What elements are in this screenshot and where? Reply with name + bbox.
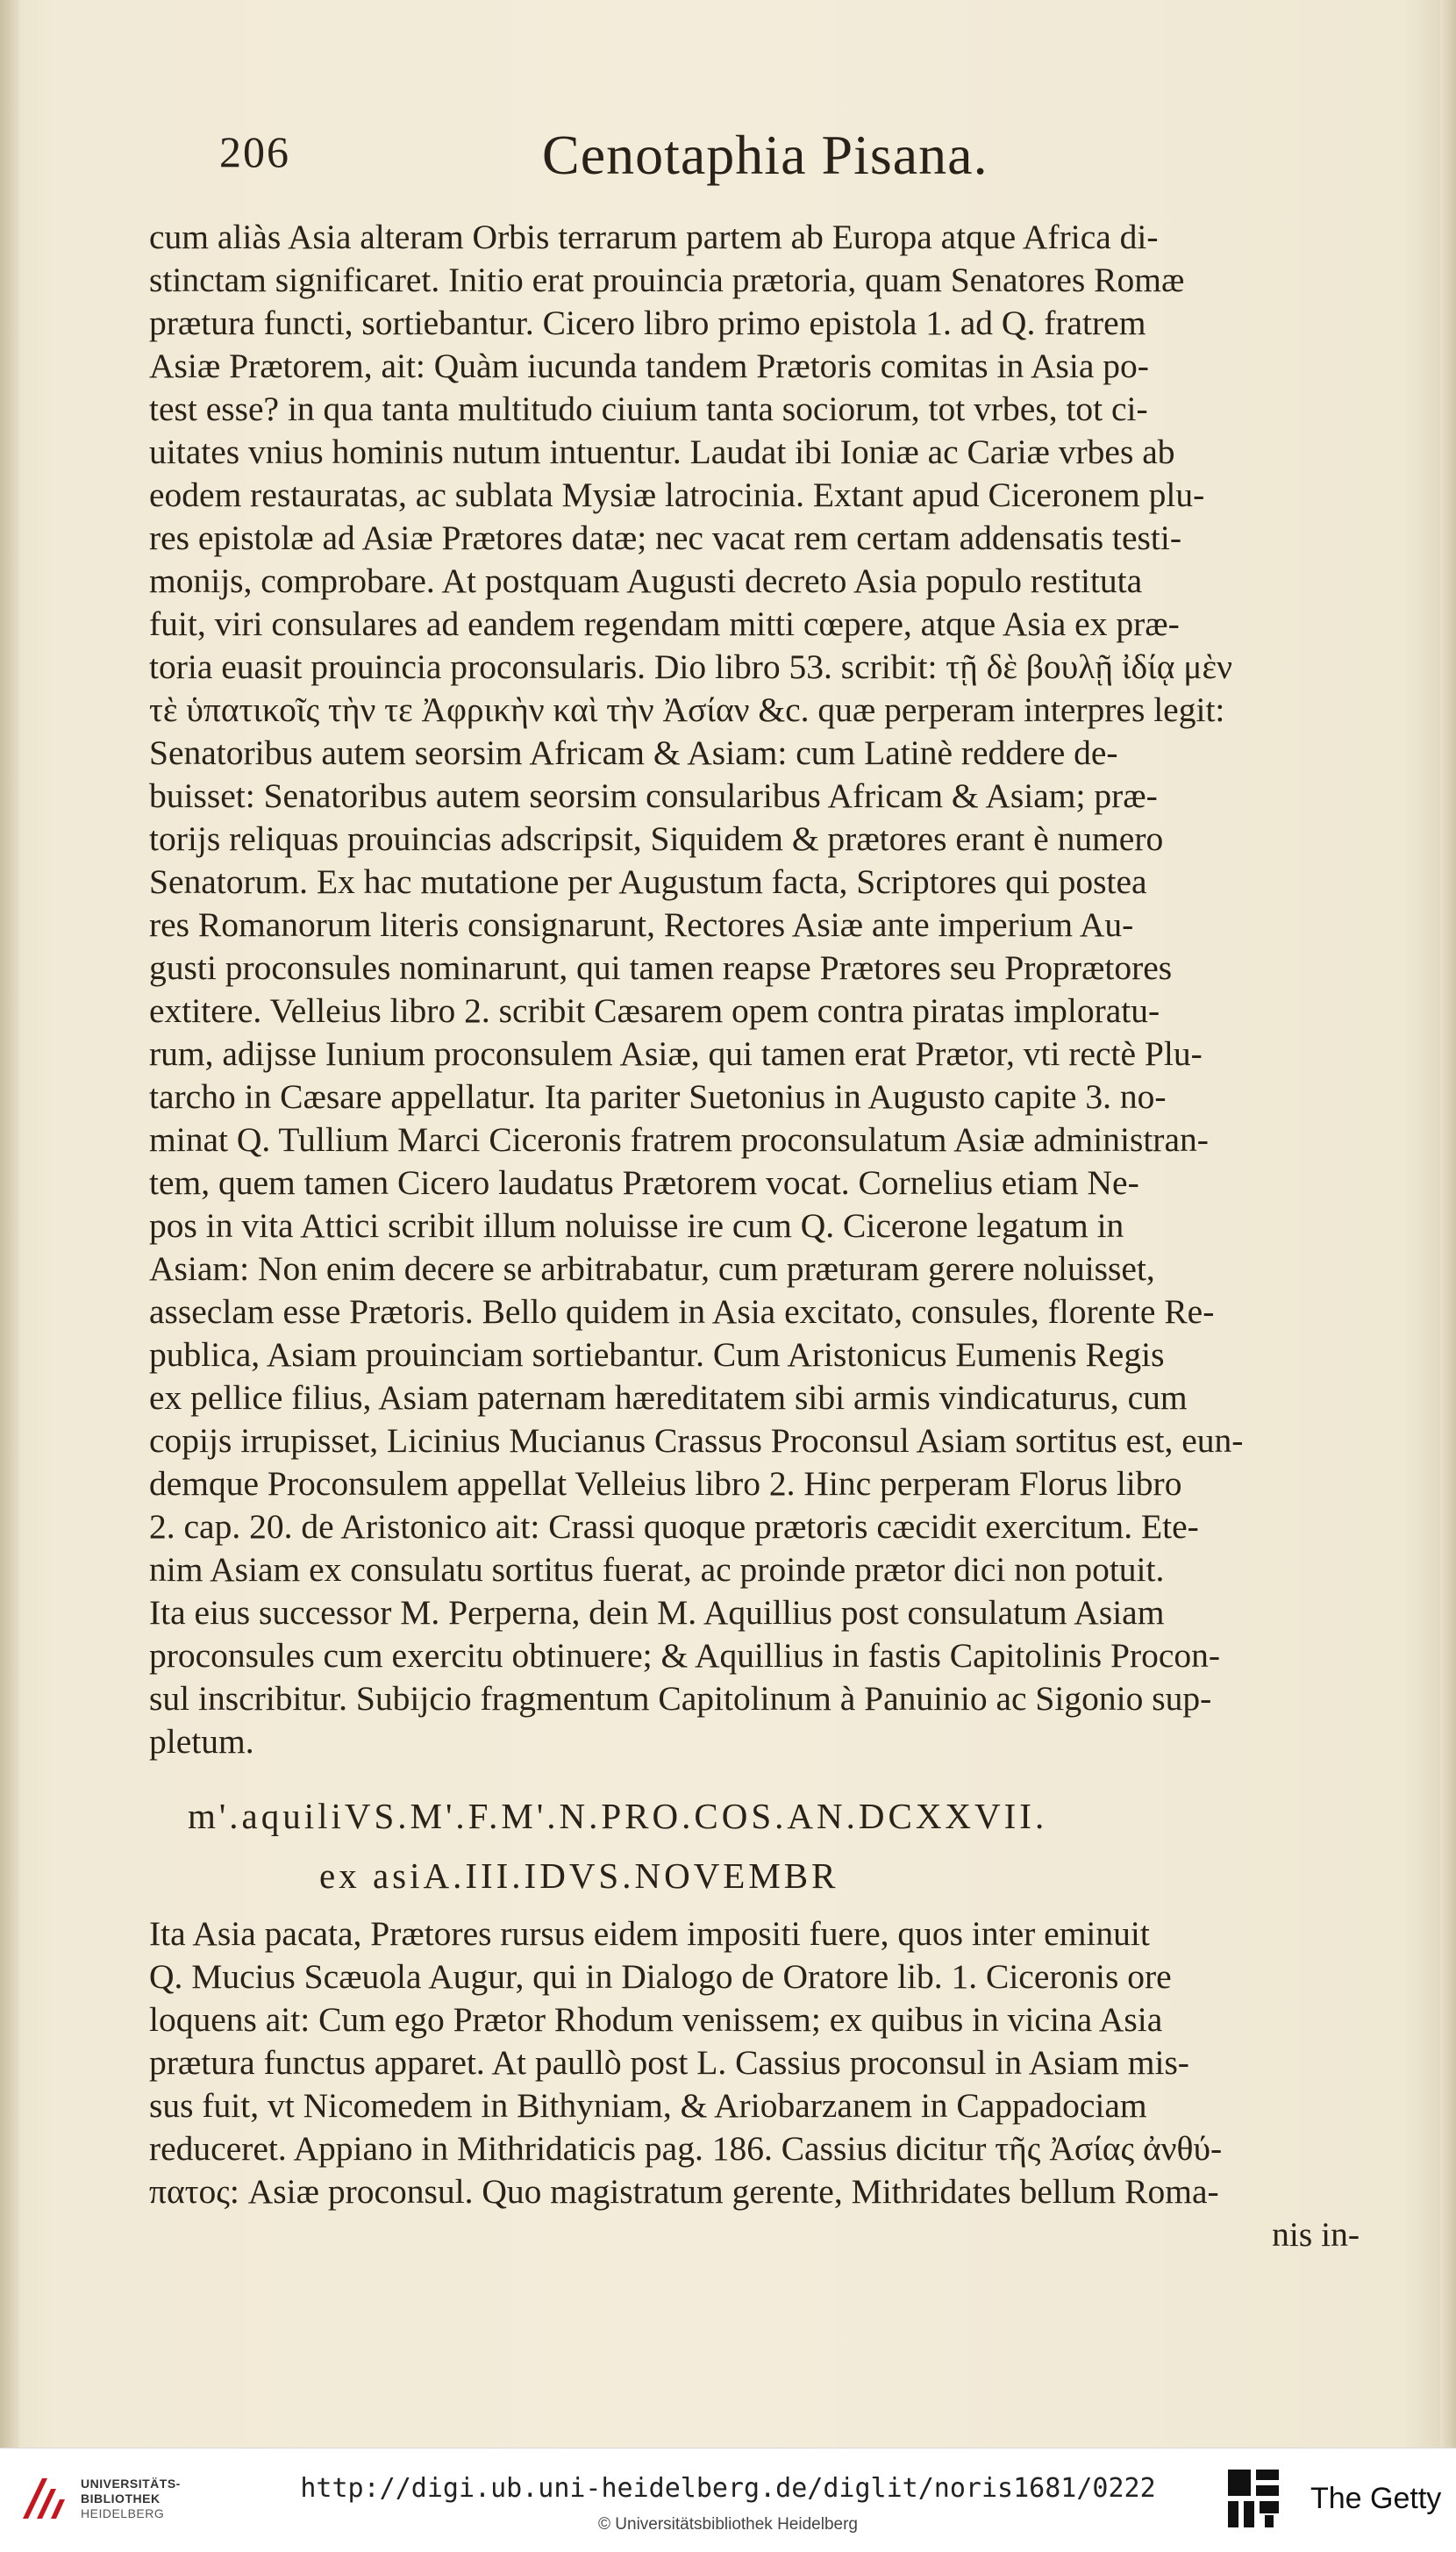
library-name-line-2: BIBLIOTHEK	[81, 2491, 161, 2506]
text-line: proconsules cum exercitu obtinuere; & Aquillius in fastis Capitolinis Procon-	[149, 1636, 1221, 1675]
text-line: sus fuit, vt Nicomedem in Bithyniam, & Ariobarzanem in Cappadociam	[149, 2086, 1147, 2125]
text-line: monijs, comprobare. At postquam Augusti decreto Asia populo restituta	[149, 561, 1143, 600]
text-line: ex pellice filius, Asiam paternam hæreditatem sibi armis vindicaturus, cum	[149, 1378, 1188, 1417]
page-edge-right	[1440, 0, 1456, 2448]
page-number: 206	[219, 127, 290, 176]
permalink-url[interactable]: http://digi.ub.uni-heidelberg.de/diglit/noris1681/0222	[300, 2473, 1156, 2504]
running-head	[149, 123, 1395, 204]
partner-name: The Getty	[1310, 2482, 1442, 2515]
text-line: eodem restauratas, ac sublata Mysiæ latrocinia. Extant apud Ciceronem plu-	[149, 475, 1205, 514]
inscription-line-2: ex asiA.III.IDVS.NOVEMBR	[319, 1855, 839, 1896]
running-title: Cenotaphia Pisana.	[542, 124, 989, 186]
text-line: sul inscribitur. Subijcio fragmentum Capitolinum à Panuinio ac Sigonio sup-	[149, 1679, 1212, 1718]
paragraph-2	[149, 1912, 1395, 2213]
text-line: Asiæ Prætorem, ait: Quàm iucunda tandem Prætoris comitas in Asia po-	[149, 347, 1149, 385]
text-line: fuit, viri consulares ad eandem regendam mitti cœpere, atque Asia ex præ-	[149, 604, 1180, 643]
page-content	[149, 123, 1395, 2256]
text-line: test esse? in qua tanta multitudo ciuium tanta sociorum, tot vrbes, tot ci-	[149, 390, 1148, 428]
text-line: loquens ait: Cum ego Prætor Rhodum venissem; ex quibus in vicina Asia	[149, 2000, 1163, 2039]
text-line: Asiam: Non enim decere se arbitrabatur, cum præturam gerere noluisset,	[149, 1249, 1155, 1288]
text-line: Senatorum. Ex hac mutatione per Augustum facta, Scriptores qui postea	[149, 862, 1147, 901]
text-line: toria euasit prouincia proconsularis. Dio libro 53. scribit: τῇ δὲ βουλῇ ἰδίᾳ μὲν	[149, 647, 1232, 686]
viewer-footer	[0, 2448, 1456, 2552]
copyright-notice: © Universitätsbibliothek Heidelberg	[598, 2515, 858, 2534]
text-line: uitates vnius hominis nutum intuentur. Laudat ibi Ioniæ ac Cariæ vrbes ab	[149, 432, 1175, 471]
text-line: Q. Mucius Scæuola Augur, qui in Dialogo de Oratore lib. 1. Ciceronis ore	[149, 1957, 1172, 1996]
text-line: πατος: Asiæ proconsul. Quo magistratum gerente, Mithridates bellum Roma-	[149, 2172, 1219, 2211]
text-line: pletum.	[149, 1722, 254, 1761]
text-line: 2. cap. 20. de Aristonico ait: Crassi quoque prætoris cæcidit exercitum. Ete-	[149, 1507, 1199, 1546]
text-line: res epistolæ ad Asiæ Prætores datæ; nec vacat rem certam addensatis testi-	[149, 518, 1182, 557]
library-name-line-3: HEIDELBERG	[81, 2506, 165, 2520]
paragraph-1	[149, 216, 1395, 1763]
inscription-line-1: m'.aquiliVS.M'.F.M'.N.PRO.COS.AN.DCXXVII.	[188, 1796, 1048, 1836]
text-line: res Romanorum literis consignarunt, Rectores Asiæ ante imperium Au-	[149, 905, 1134, 944]
text-line: pos in vita Attici scribit illum noluisse ire cum Q. Cicerone legatum in	[149, 1206, 1124, 1245]
text-line: asseclam esse Prætoris. Bello quidem in Asia excitato, consules, florente Re-	[149, 1292, 1215, 1331]
text-line: tarcho in Cæsare appellatur. Ita pariter Suetonius in Augusto capite 3. no-	[149, 1077, 1167, 1116]
paragraph-2-lines	[149, 1912, 1395, 2213]
library-name-line-1: UNIVERSITÄTS-	[81, 2477, 181, 2491]
text-line: Senatoribus autem seorsim Africam & Asiam: cum Latinè reddere de-	[149, 733, 1118, 772]
text-line: τὲ ὑπατικοῖς τὴν τε Ἀφρικὴν καὶ τὴν Ἀσίαν &c. quæ perperam interpres legit:	[149, 690, 1225, 729]
text-line: buisset: Senatoribus autem seorsim consularibus Africam & Asiam; præ-	[149, 776, 1158, 815]
text-line: demque Proconsulem appellat Velleius libro 2. Hinc perperam Florus libro	[149, 1464, 1182, 1503]
catchword: nis in-	[1272, 2215, 1360, 2254]
text-line: copijs irrupisset, Licinius Mucianus Crassus Proconsul Asiam sortitus est, eun-	[149, 1421, 1244, 1460]
paragraph-1-lines	[149, 216, 1395, 1763]
text-line: gusti proconsules nominarunt, qui tamen reapse Prætores seu Proprætores	[149, 948, 1173, 987]
text-line: Ita eius successor M. Perperna, dein M. Aquillius post consulatum Asiam	[149, 1593, 1165, 1632]
text-line: prætura functus apparet. At paullò post L. Cassius proconsul in Asiam mis-	[149, 2043, 1189, 2082]
page-edge-left	[0, 0, 19, 2448]
text-line: cum aliàs Asia alteram Orbis terrarum partem ab Europa atque Africa di-	[149, 218, 1159, 256]
text-line: nim Asiam ex consulatu sortitus fuerat, ac proinde prætor dici non potuit.	[149, 1550, 1165, 1589]
inscription	[149, 1763, 1395, 1912]
text-line: rum, adijsse Iunium proconsulem Asiæ, qui tamen erat Prætor, vti rectè Plu-	[149, 1034, 1203, 1073]
text-line: reduceret. Appiano in Mithridaticis pag. 186. Cassius dicitur τῆς Ἀσίας ἀνθύ-	[149, 2129, 1223, 2168]
text-line: publica, Asiam prouinciam sortiebantur. Cum Aristonicus Eumenis Regis	[149, 1335, 1165, 1374]
text-line: torijs reliquas prouincias adscripsit, Siquidem & prætores erant è numero	[149, 819, 1164, 858]
text-line: tem, quem tamen Cicero laudatus Prætorem vocat. Cornelius etiam Ne-	[149, 1163, 1139, 1202]
text-line: extitere. Velleius libro 2. scribit Cæsarem opem contra piratas imploratu-	[149, 991, 1160, 1030]
text-line: minat Q. Tullium Marci Ciceronis fratrem proconsulatum Asiæ administran-	[149, 1120, 1209, 1159]
text-line: Ita Asia pacata, Prætores rursus eidem impositi fuere, quos inter eminuit	[149, 1914, 1150, 1953]
getty-logo-icon	[1224, 2466, 1282, 2531]
text-line: prætura functi, sortiebantur. Cicero libro primo epistola 1. ad Q. fratrem	[149, 304, 1146, 342]
text-line: stinctam significaret. Initio erat prouincia prætoria, quam Senatores Romæ	[149, 261, 1185, 299]
